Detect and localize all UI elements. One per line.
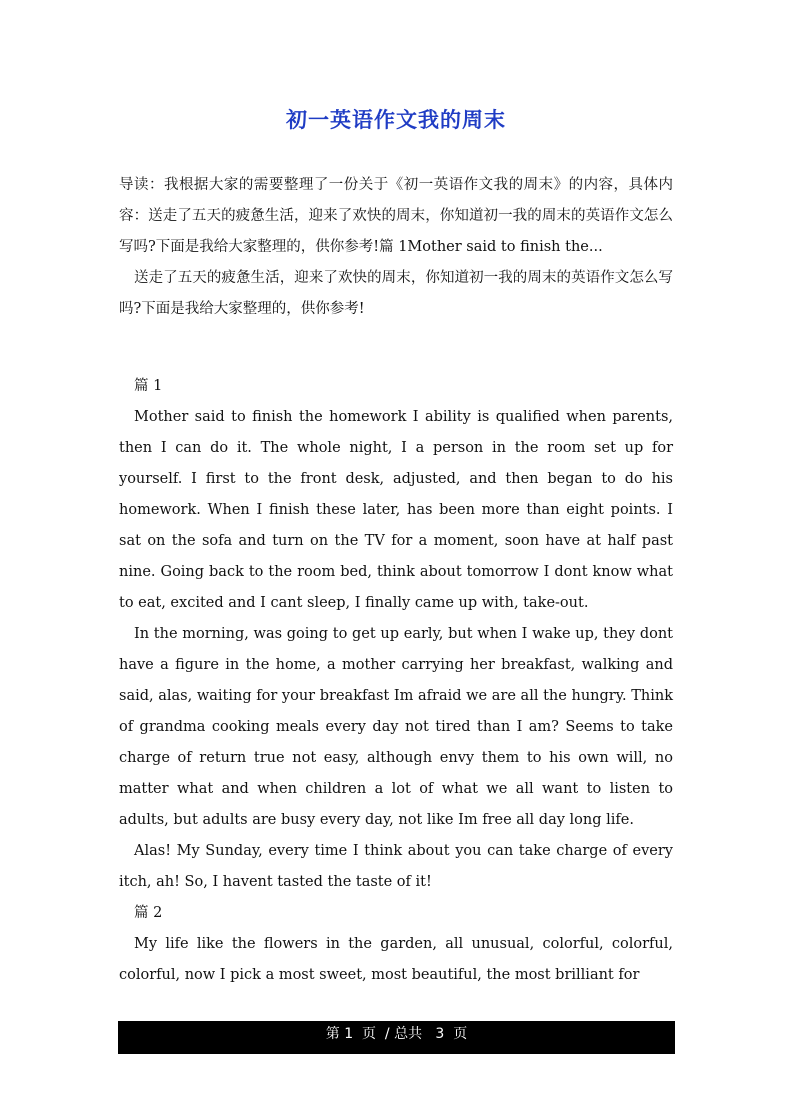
- section1-paragraph-3: Alas! My Sunday, every time I think about you can take charge of every itch, ah! So, I havent tasted the taste of it!: [119, 843, 673, 890]
- section2-heading: 篇 2: [134, 905, 163, 921]
- page-footer: [118, 1021, 675, 1054]
- document-title: 初一英语作文我的周末: [286, 108, 506, 132]
- section1-paragraph-2: In the morning, was going to get up early, but when I wake up, they dont have a figure in the home, a mother carrying her breakfast, walking and said, alas, waiting for your breakfast Im afraid we are all the hungry. Think of grandma cooking meals every day not tired than I am? Seems to take charge of return true not easy, although envy them to his own will, no matter what and when children a lot of what we all want to listen to adults, but adults are busy every day, not like Im free all day long life.: [119, 626, 673, 828]
- page-number-label: 第 1 页 / 总共 3 页: [325, 1026, 468, 1042]
- section2-paragraph-1: My life like the flowers in the garden, all unusual, colorful, colorful, colorful, now I pick a most sweet, most beautiful, the most brilliant for: [119, 936, 673, 983]
- paragraph-gap: [119, 325, 673, 371]
- section1-paragraph-1: Mother said to finish the homework I ability is qualified when parents, then I can do it. The whole night, I a person in the room set up for yourself. I first to the front desk, adjusted, and then began to do his homework. When I finish these later, has been more than eight points. I sat on the sofa and turn on the TV for a moment, soon have at half past nine. Going back to the room bed, think about tomorrow I dont know what to eat, excited and I cant sleep, I finally came up with, take-out.: [119, 409, 673, 611]
- intro-paragraph: 导读：我根据大家的需要整理了一份关于《初一英语作文我的周末》的内容，具体内容：送走了五天的疲惫生活，迎来了欢快的周末，你知道初一我的周末的英语作文怎么写吗?下面是我给大家整理的，供你参考!篇 1Mother said to finish the...: [119, 177, 673, 255]
- section1-heading: 篇 1: [134, 378, 163, 394]
- summary-paragraph: 送走了五天的疲惫生活，迎来了欢快的周末，你知道初一我的周末的英语作文怎么写吗?下面是我给大家整理的，供你参考!: [119, 270, 673, 317]
- document-body: [119, 170, 673, 991]
